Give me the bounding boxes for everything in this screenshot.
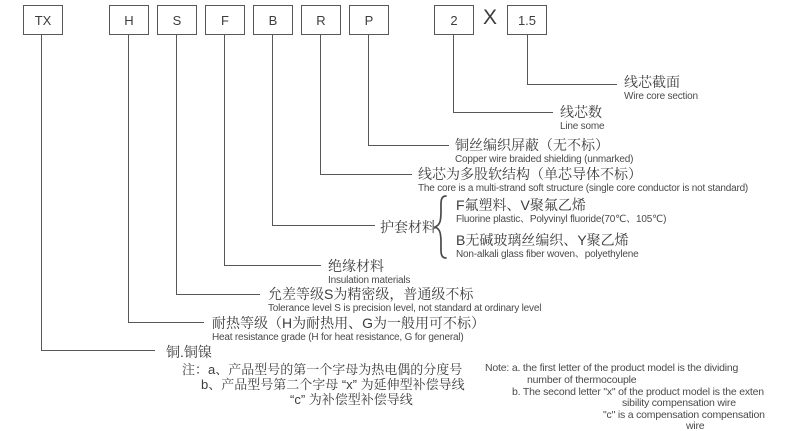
note-en-line-1: Note: a. the first letter of the product model is the dividing [485, 362, 739, 374]
tolerance-label-zh: 允差等级S为精密级，普通级不标 [268, 286, 474, 302]
leader-r-vertical [320, 35, 321, 174]
model-box-core-section: 1.5 [507, 5, 547, 35]
sheath-material-label-zh: 护套材料 [380, 219, 436, 235]
callout-heat-resistance [212, 316, 485, 343]
brace-icon [431, 194, 449, 265]
wire-core-section-label-en: Wire core section [624, 91, 698, 102]
sheath-option-by-zh: B无碱玻璃丝编织、Y聚乙烯 [456, 232, 629, 248]
note-en-line-6: wire [686, 420, 705, 431]
model-box-b: B [253, 5, 293, 35]
conductor-material-label-zh: 铜.铜镍 [166, 344, 212, 360]
model-box-s: S [157, 5, 197, 35]
note-zh-line-c: “c” 为补偿型补偿导线 [290, 392, 413, 407]
note-en-line-5: "c" is a compensation compensation [603, 409, 765, 421]
leader-b-horizontal [272, 225, 375, 226]
multi-strand-label-en: The core is a multi-strand soft structure (single core conductor is not standard) [418, 183, 749, 194]
note-en-line-2: number of thermocouple [527, 374, 637, 386]
leader-s-horizontal [176, 294, 260, 295]
callout-insulation [328, 259, 410, 286]
leader-core-section-horizontal [527, 84, 617, 85]
leader-core-count-vertical [453, 35, 454, 112]
leader-h-vertical [128, 35, 129, 322]
leader-core-count-horizontal [453, 112, 553, 113]
line-count-label-zh: 线芯数 [560, 104, 602, 120]
model-box-p: P [349, 5, 389, 35]
leader-s-vertical [176, 35, 177, 294]
leader-f-vertical [224, 35, 225, 265]
insulation-label-zh: 绝缘材料 [328, 258, 384, 274]
leader-tx-horizontal [41, 350, 155, 351]
heat-resistance-label-en: Heat resistance grade (H for heat resistance, G for general) [212, 332, 464, 343]
note-zh-line-b: b、产品型号第二个字母 “x” 为延伸型补偿导线 [201, 377, 465, 392]
note-en-line-3: b. The second letter "x" of the product model is the exten [512, 386, 764, 398]
model-box-r: R [301, 5, 341, 35]
callout-tolerance [268, 287, 541, 314]
line-count-label-en: Line some [560, 121, 605, 132]
wire-core-section-label-zh: 线芯截面 [624, 74, 680, 90]
multi-strand-label-zh: 线芯为多股软结构（单芯导体不标） [418, 166, 642, 182]
sheath-option-fv [456, 198, 666, 225]
model-box-tx: TX [23, 5, 63, 35]
shielding-label-en: Copper wire braided shielding (unmarked) [455, 154, 634, 165]
leader-f-horizontal [224, 265, 321, 266]
tolerance-label-en: Tolerance level S is precision level, not standard at ordinary level [268, 303, 542, 314]
sheath-option-fv-zh: F氟塑料、V聚氟乙烯 [456, 197, 586, 213]
sheath-option-fv-en: Fluorine plastic、Polyvinyl fluoride(70℃、105℃) [456, 214, 667, 225]
callout-shielding [455, 138, 633, 165]
note-zh-line-a: 注：a、产品型号的第一个字母为热电偶的分度号 [182, 362, 463, 377]
callout-conductor-material [166, 345, 212, 360]
sheath-option-by [456, 233, 638, 260]
insulation-label-en: Insulation materials [328, 275, 411, 286]
sheath-option-by-en: Non-alkali glass fiber woven、polyethylene [456, 249, 639, 260]
leader-p-horizontal [368, 145, 449, 146]
heat-resistance-label-zh: 耐热等级（H为耐热用、G为一般用可不标） [212, 315, 485, 331]
leader-p-vertical [368, 35, 369, 145]
shielding-label-zh: 铜丝编织屏蔽（无不标） [455, 137, 609, 153]
leader-r-horizontal [320, 174, 412, 175]
model-box-core-count: 2 [434, 5, 474, 35]
note-en-line-4: sibility compensation wire [622, 397, 736, 409]
model-box-f: F [205, 5, 245, 35]
callout-wire-core-section [624, 75, 698, 102]
leader-h-horizontal [128, 322, 204, 323]
callout-sheath-material [380, 220, 436, 235]
callout-multi-strand [418, 167, 748, 194]
model-box-h: H [109, 5, 149, 35]
leader-core-section-vertical [527, 35, 528, 84]
leader-tx-vertical [41, 35, 42, 350]
multiply-sign: X [482, 6, 497, 29]
callout-line-count [560, 105, 604, 132]
leader-b-vertical [272, 35, 273, 225]
